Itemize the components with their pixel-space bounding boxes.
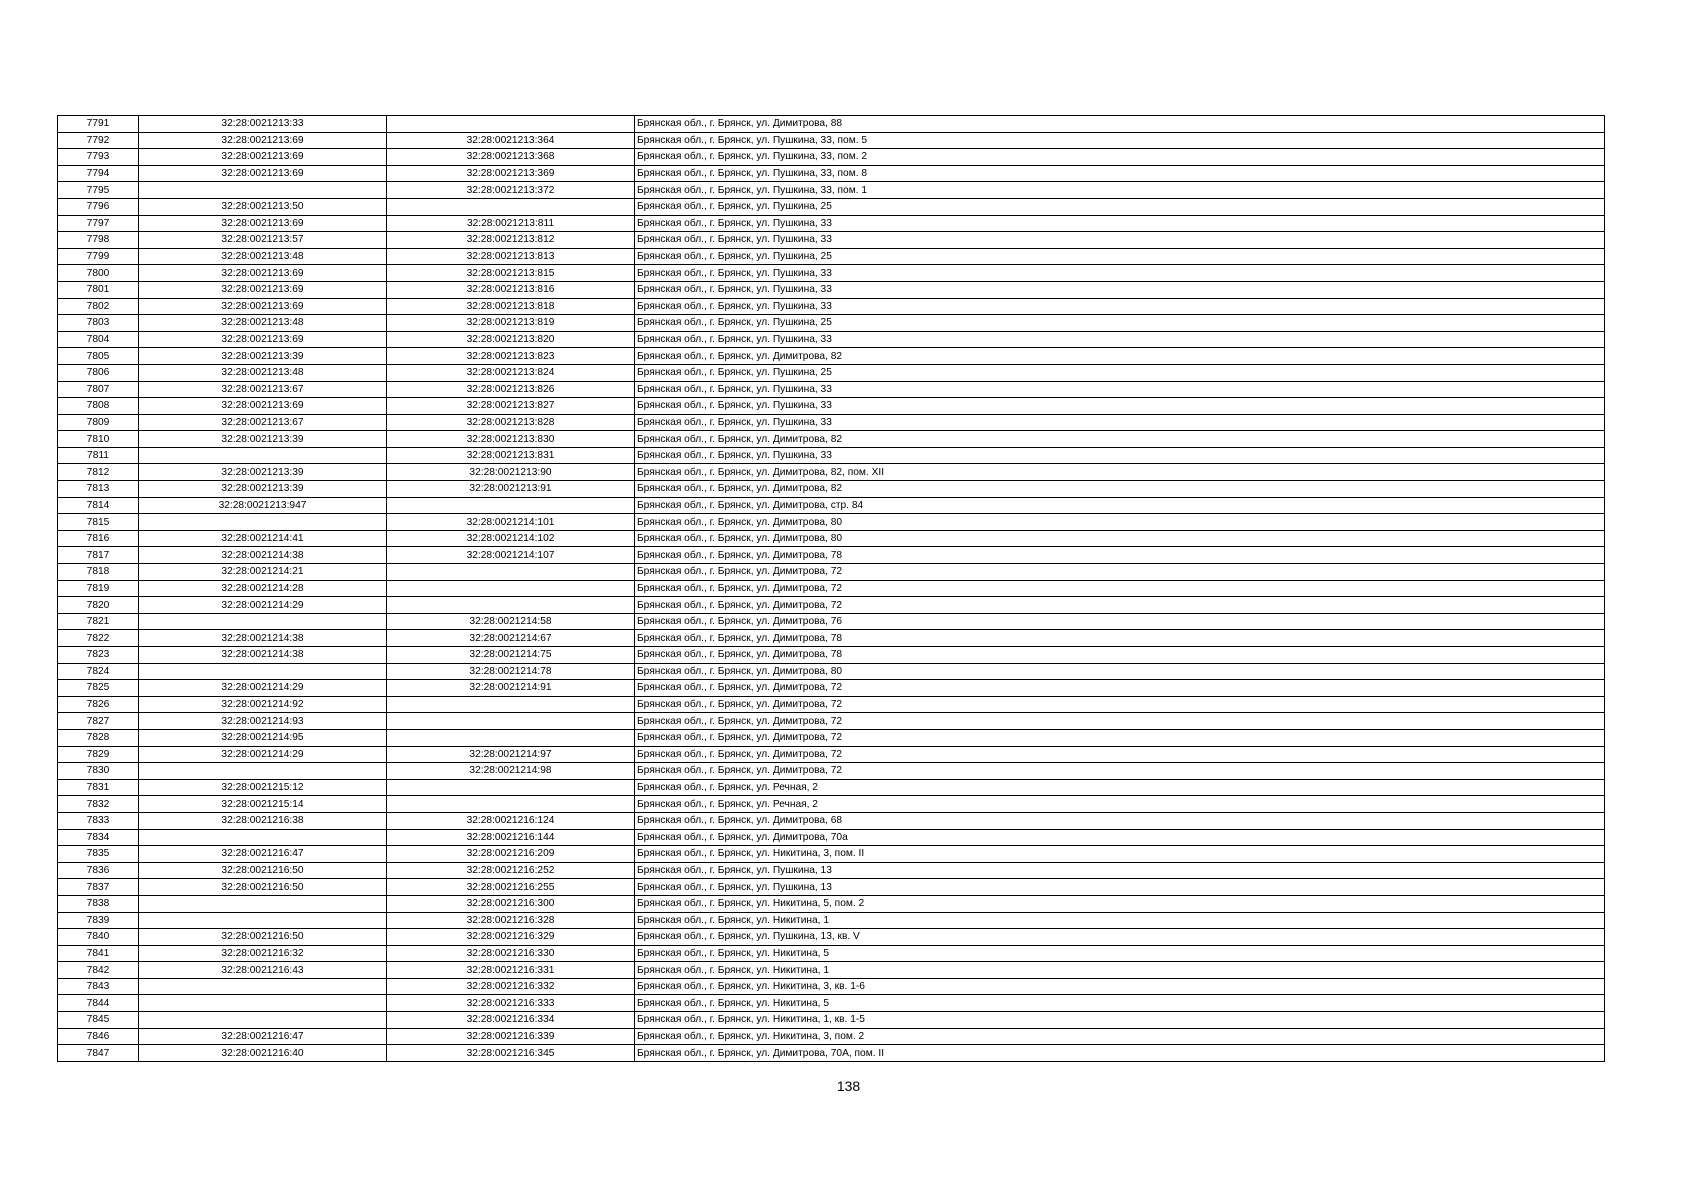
row-number-cell: 7804 <box>58 331 139 348</box>
address-cell: Брянская обл., г. Брянск, ул. Димитрова, 78 <box>635 647 1605 664</box>
row-number-cell: 7835 <box>58 846 139 863</box>
table-row <box>58 647 1605 664</box>
table-row <box>58 696 1605 713</box>
address-cell: Брянская обл., г. Брянск, ул. Димитрова, стр. 84 <box>635 497 1605 514</box>
table-row <box>58 1028 1605 1045</box>
address-cell: Брянская обл., г. Брянск, ул. Пушкина, 33 <box>635 331 1605 348</box>
row-number-cell: 7836 <box>58 862 139 879</box>
address-cell: Брянская обл., г. Брянск, ул. Димитрова, 88 <box>635 116 1605 133</box>
table-row <box>58 265 1605 282</box>
address-cell: Брянская обл., г. Брянск, ул. Никитина, 1, кв. 1-5 <box>635 1012 1605 1029</box>
address-cell: Брянская обл., г. Брянск, ул. Пушкина, 33, пом. 1 <box>635 182 1605 199</box>
table-row <box>58 663 1605 680</box>
row-number-cell: 7821 <box>58 613 139 630</box>
row-number-cell: 7811 <box>58 447 139 464</box>
row-number-cell: 7831 <box>58 779 139 796</box>
address-cell: Брянская обл., г. Брянск, ул. Никитина, 5 <box>635 945 1605 962</box>
table-row <box>58 381 1605 398</box>
page-number: 138 <box>836 1078 861 1094</box>
table-row <box>58 746 1605 763</box>
table-row <box>58 547 1605 564</box>
table-row <box>58 398 1605 415</box>
parcel-number-cell: 32:28:0021216:50 <box>139 862 387 879</box>
object-number-cell <box>387 580 635 597</box>
row-number-cell: 7792 <box>58 132 139 149</box>
object-number-cell: 32:28:0021213:830 <box>387 431 635 448</box>
parcel-number-cell: 32:28:0021213:50 <box>139 198 387 215</box>
table-row <box>58 945 1605 962</box>
parcel-number-cell <box>139 829 387 846</box>
object-number-cell <box>387 564 635 581</box>
table-row <box>58 248 1605 265</box>
records-table-body <box>58 116 1605 1062</box>
table-row <box>58 962 1605 979</box>
object-number-cell: 32:28:0021213:813 <box>387 248 635 265</box>
row-number-cell: 7791 <box>58 116 139 133</box>
object-number-cell: 32:28:0021216:209 <box>387 846 635 863</box>
parcel-number-cell <box>139 514 387 531</box>
table-row <box>58 414 1605 431</box>
table-row <box>58 829 1605 846</box>
address-cell: Брянская обл., г. Брянск, ул. Димитрова, 70А, пом. II <box>635 1045 1605 1062</box>
object-number-cell: 32:28:0021216:255 <box>387 879 635 896</box>
address-cell: Брянская обл., г. Брянск, ул. Пушкина, 33, пом. 2 <box>635 149 1605 166</box>
object-number-cell: 32:28:0021213:91 <box>387 481 635 498</box>
table-row <box>58 149 1605 166</box>
address-cell: Брянская обл., г. Брянск, ул. Димитрова, 72 <box>635 597 1605 614</box>
address-cell: Брянская обл., г. Брянск, ул. Пушкина, 13, кв. V <box>635 929 1605 946</box>
parcel-number-cell: 32:28:0021213:39 <box>139 464 387 481</box>
row-number-cell: 7844 <box>58 995 139 1012</box>
object-number-cell: 32:28:0021216:332 <box>387 978 635 995</box>
parcel-number-cell: 32:28:0021213:69 <box>139 165 387 182</box>
object-number-cell: 32:28:0021213:827 <box>387 398 635 415</box>
address-cell: Брянская обл., г. Брянск, ул. Никитина, 5 <box>635 995 1605 1012</box>
table-row <box>58 978 1605 995</box>
table-row <box>58 1012 1605 1029</box>
object-number-cell <box>387 696 635 713</box>
object-number-cell: 32:28:0021214:67 <box>387 630 635 647</box>
address-cell: Брянская обл., г. Брянск, ул. Димитрова, 72 <box>635 580 1605 597</box>
address-cell: Брянская обл., г. Брянск, ул. Речная, 2 <box>635 779 1605 796</box>
table-row <box>58 315 1605 332</box>
parcel-number-cell: 32:28:0021214:92 <box>139 696 387 713</box>
object-number-cell: 32:28:0021216:144 <box>387 829 635 846</box>
parcel-number-cell <box>139 912 387 929</box>
row-number-cell: 7819 <box>58 580 139 597</box>
table-row <box>58 348 1605 365</box>
object-number-cell: 32:28:0021216:124 <box>387 812 635 829</box>
address-cell: Брянская обл., г. Брянск, ул. Пушкина, 33 <box>635 265 1605 282</box>
row-number-cell: 7823 <box>58 647 139 664</box>
parcel-number-cell: 32:28:0021215:14 <box>139 796 387 813</box>
parcel-number-cell: 32:28:0021213:69 <box>139 215 387 232</box>
object-number-cell <box>387 796 635 813</box>
object-number-cell: 32:28:0021214:78 <box>387 663 635 680</box>
table-row <box>58 929 1605 946</box>
table-row <box>58 481 1605 498</box>
parcel-number-cell: 32:28:0021216:50 <box>139 879 387 896</box>
row-number-cell: 7833 <box>58 812 139 829</box>
address-cell: Брянская обл., г. Брянск, ул. Димитрова, 78 <box>635 630 1605 647</box>
table-row <box>58 812 1605 829</box>
address-cell: Брянская обл., г. Брянск, ул. Димитрова, 72 <box>635 729 1605 746</box>
parcel-number-cell: 32:28:0021216:43 <box>139 962 387 979</box>
address-cell: Брянская обл., г. Брянск, ул. Никитина, 5, пом. 2 <box>635 895 1605 912</box>
address-cell: Брянская обл., г. Брянск, ул. Димитрова, 80 <box>635 514 1605 531</box>
object-number-cell <box>387 116 635 133</box>
parcel-number-cell: 32:28:0021214:38 <box>139 647 387 664</box>
parcel-number-cell: 32:28:0021213:67 <box>139 381 387 398</box>
row-number-cell: 7834 <box>58 829 139 846</box>
parcel-number-cell: 32:28:0021214:93 <box>139 713 387 730</box>
object-number-cell: 32:28:0021213:364 <box>387 132 635 149</box>
row-number-cell: 7832 <box>58 796 139 813</box>
table-row <box>58 564 1605 581</box>
address-cell: Брянская обл., г. Брянск, ул. Пушкина, 25 <box>635 364 1605 381</box>
address-cell: Брянская обл., г. Брянск, ул. Пушкина, 25 <box>635 248 1605 265</box>
table-row <box>58 846 1605 863</box>
address-cell: Брянская обл., г. Брянск, ул. Речная, 2 <box>635 796 1605 813</box>
row-number-cell: 7800 <box>58 265 139 282</box>
parcel-number-cell: 32:28:0021216:47 <box>139 846 387 863</box>
object-number-cell: 32:28:0021216:339 <box>387 1028 635 1045</box>
object-number-cell: 32:28:0021213:824 <box>387 364 635 381</box>
table-row <box>58 995 1605 1012</box>
parcel-number-cell: 32:28:0021213:69 <box>139 298 387 315</box>
table-row <box>58 862 1605 879</box>
row-number-cell: 7827 <box>58 713 139 730</box>
address-cell: Брянская обл., г. Брянск, ул. Пушкина, 25 <box>635 198 1605 215</box>
address-cell: Брянская обл., г. Брянск, ул. Никитина, 1 <box>635 962 1605 979</box>
address-cell: Брянская обл., г. Брянск, ул. Димитрова, 72 <box>635 564 1605 581</box>
row-number-cell: 7808 <box>58 398 139 415</box>
table-row <box>58 713 1605 730</box>
address-cell: Брянская обл., г. Брянск, ул. Никитина, 3, пом. 2 <box>635 1028 1605 1045</box>
table-row <box>58 597 1605 614</box>
object-number-cell: 32:28:0021214:98 <box>387 763 635 780</box>
object-number-cell: 32:28:0021213:372 <box>387 182 635 199</box>
row-number-cell: 7807 <box>58 381 139 398</box>
row-number-cell: 7797 <box>58 215 139 232</box>
parcel-number-cell: 32:28:0021214:28 <box>139 580 387 597</box>
object-number-cell: 32:28:0021216:331 <box>387 962 635 979</box>
row-number-cell: 7822 <box>58 630 139 647</box>
object-number-cell: 32:28:0021216:329 <box>387 929 635 946</box>
row-number-cell: 7826 <box>58 696 139 713</box>
parcel-number-cell: 32:28:0021213:67 <box>139 414 387 431</box>
parcel-number-cell: 32:28:0021213:69 <box>139 149 387 166</box>
table-row <box>58 680 1605 697</box>
table-row <box>58 497 1605 514</box>
parcel-number-cell <box>139 613 387 630</box>
object-number-cell: 32:28:0021216:328 <box>387 912 635 929</box>
address-cell: Брянская обл., г. Брянск, ул. Пушкина, 25 <box>635 315 1605 332</box>
table-row <box>58 331 1605 348</box>
row-number-cell: 7840 <box>58 929 139 946</box>
object-number-cell: 32:28:0021214:102 <box>387 530 635 547</box>
row-number-cell: 7810 <box>58 431 139 448</box>
address-cell: Брянская обл., г. Брянск, ул. Димитрова, 68 <box>635 812 1605 829</box>
parcel-number-cell: 32:28:0021213:69 <box>139 331 387 348</box>
address-cell: Брянская обл., г. Брянск, ул. Никитина, 3, кв. 1-6 <box>635 978 1605 995</box>
row-number-cell: 7847 <box>58 1045 139 1062</box>
object-number-cell: 32:28:0021213:823 <box>387 348 635 365</box>
row-number-cell: 7813 <box>58 481 139 498</box>
address-cell: Брянская обл., г. Брянск, ул. Пушкина, 33 <box>635 414 1605 431</box>
table-row <box>58 530 1605 547</box>
object-number-cell <box>387 198 635 215</box>
row-number-cell: 7809 <box>58 414 139 431</box>
parcel-number-cell: 32:28:0021216:50 <box>139 929 387 946</box>
address-cell: Брянская обл., г. Брянск, ул. Димитрова, 72 <box>635 680 1605 697</box>
parcel-number-cell: 32:28:0021213:39 <box>139 431 387 448</box>
table-row <box>58 431 1605 448</box>
table-row <box>58 514 1605 531</box>
row-number-cell: 7818 <box>58 564 139 581</box>
row-number-cell: 7817 <box>58 547 139 564</box>
row-number-cell: 7812 <box>58 464 139 481</box>
object-number-cell: 32:28:0021216:333 <box>387 995 635 1012</box>
parcel-number-cell: 32:28:0021214:38 <box>139 547 387 564</box>
records-table <box>57 115 1605 1062</box>
object-number-cell: 32:28:0021213:820 <box>387 331 635 348</box>
parcel-number-cell: 32:28:0021216:40 <box>139 1045 387 1062</box>
object-number-cell: 32:28:0021213:811 <box>387 215 635 232</box>
object-number-cell: 32:28:0021213:815 <box>387 265 635 282</box>
row-number-cell: 7825 <box>58 680 139 697</box>
table-row <box>58 895 1605 912</box>
row-number-cell: 7801 <box>58 281 139 298</box>
parcel-number-cell <box>139 182 387 199</box>
object-number-cell: 32:28:0021214:91 <box>387 680 635 697</box>
address-cell: Брянская обл., г. Брянск, ул. Димитрова, 78 <box>635 547 1605 564</box>
row-number-cell: 7803 <box>58 315 139 332</box>
parcel-number-cell <box>139 995 387 1012</box>
parcel-number-cell <box>139 447 387 464</box>
parcel-number-cell: 32:28:0021213:69 <box>139 398 387 415</box>
parcel-number-cell: 32:28:0021213:947 <box>139 497 387 514</box>
parcel-number-cell: 32:28:0021214:41 <box>139 530 387 547</box>
table-row <box>58 630 1605 647</box>
object-number-cell: 32:28:0021213:90 <box>387 464 635 481</box>
row-number-cell: 7846 <box>58 1028 139 1045</box>
parcel-number-cell: 32:28:0021213:69 <box>139 265 387 282</box>
table-row <box>58 912 1605 929</box>
row-number-cell: 7843 <box>58 978 139 995</box>
parcel-number-cell: 32:28:0021213:57 <box>139 232 387 249</box>
parcel-number-cell <box>139 978 387 995</box>
address-cell: Брянская обл., г. Брянск, ул. Димитрова, 80 <box>635 530 1605 547</box>
object-number-cell: 32:28:0021214:75 <box>387 647 635 664</box>
address-cell: Брянская обл., г. Брянск, ул. Пушкина, 33 <box>635 398 1605 415</box>
row-number-cell: 7796 <box>58 198 139 215</box>
table-row <box>58 763 1605 780</box>
table-row <box>58 779 1605 796</box>
parcel-number-cell: 32:28:0021216:38 <box>139 812 387 829</box>
address-cell: Брянская обл., г. Брянск, ул. Димитрова, 82, пом. XII <box>635 464 1605 481</box>
address-cell: Брянская обл., г. Брянск, ул. Никитина, 3, пом. II <box>635 846 1605 863</box>
address-cell: Брянская обл., г. Брянск, ул. Пушкина, 33 <box>635 215 1605 232</box>
row-number-cell: 7814 <box>58 497 139 514</box>
address-cell: Брянская обл., г. Брянск, ул. Пушкина, 33 <box>635 447 1605 464</box>
parcel-number-cell <box>139 895 387 912</box>
address-cell: Брянская обл., г. Брянск, ул. Пушкина, 33 <box>635 381 1605 398</box>
row-number-cell: 7793 <box>58 149 139 166</box>
parcel-number-cell: 32:28:0021214:95 <box>139 729 387 746</box>
parcel-number-cell: 32:28:0021213:39 <box>139 348 387 365</box>
row-number-cell: 7805 <box>58 348 139 365</box>
object-number-cell: 32:28:0021213:812 <box>387 232 635 249</box>
table-row <box>58 165 1605 182</box>
object-number-cell: 32:28:0021214:107 <box>387 547 635 564</box>
address-cell: Брянская обл., г. Брянск, ул. Пушкина, 33 <box>635 281 1605 298</box>
row-number-cell: 7794 <box>58 165 139 182</box>
object-number-cell: 32:28:0021213:826 <box>387 381 635 398</box>
table-row <box>58 364 1605 381</box>
parcel-number-cell: 32:28:0021213:69 <box>139 281 387 298</box>
object-number-cell: 32:28:0021216:345 <box>387 1045 635 1062</box>
parcel-number-cell <box>139 763 387 780</box>
parcel-number-cell: 32:28:0021214:29 <box>139 680 387 697</box>
row-number-cell: 7815 <box>58 514 139 531</box>
address-cell: Брянская обл., г. Брянск, ул. Димитрова, 70а <box>635 829 1605 846</box>
table-row <box>58 464 1605 481</box>
object-number-cell: 32:28:0021214:101 <box>387 514 635 531</box>
address-cell: Брянская обл., г. Брянск, ул. Пушкина, 33, пом. 8 <box>635 165 1605 182</box>
address-cell: Брянская обл., г. Брянск, ул. Пушкина, 13 <box>635 879 1605 896</box>
object-number-cell <box>387 497 635 514</box>
address-cell: Брянская обл., г. Брянск, ул. Димитрова, 76 <box>635 613 1605 630</box>
parcel-number-cell: 32:28:0021215:12 <box>139 779 387 796</box>
parcel-number-cell: 32:28:0021214:21 <box>139 564 387 581</box>
table-row <box>58 298 1605 315</box>
table-row <box>58 232 1605 249</box>
row-number-cell: 7802 <box>58 298 139 315</box>
table-row <box>58 132 1605 149</box>
table-row <box>58 447 1605 464</box>
object-number-cell: 32:28:0021214:97 <box>387 746 635 763</box>
table-row <box>58 613 1605 630</box>
row-number-cell: 7845 <box>58 1012 139 1029</box>
table-row <box>58 1045 1605 1062</box>
table-row <box>58 879 1605 896</box>
row-number-cell: 7842 <box>58 962 139 979</box>
object-number-cell: 32:28:0021213:819 <box>387 315 635 332</box>
address-cell: Брянская обл., г. Брянск, ул. Пушкина, 33 <box>635 232 1605 249</box>
parcel-number-cell: 32:28:0021213:48 <box>139 315 387 332</box>
object-number-cell: 32:28:0021213:818 <box>387 298 635 315</box>
address-cell: Брянская обл., г. Брянск, ул. Димитрова, 72 <box>635 696 1605 713</box>
object-number-cell: 32:28:0021213:369 <box>387 165 635 182</box>
parcel-number-cell: 32:28:0021214:29 <box>139 746 387 763</box>
parcel-number-cell: 32:28:0021214:38 <box>139 630 387 647</box>
row-number-cell: 7799 <box>58 248 139 265</box>
object-number-cell <box>387 713 635 730</box>
row-number-cell: 7806 <box>58 364 139 381</box>
table-row <box>58 198 1605 215</box>
table-row <box>58 182 1605 199</box>
table-row <box>58 729 1605 746</box>
row-number-cell: 7795 <box>58 182 139 199</box>
object-number-cell: 32:28:0021216:252 <box>387 862 635 879</box>
address-cell: Брянская обл., г. Брянск, ул. Димитрова, 72 <box>635 713 1605 730</box>
row-number-cell: 7830 <box>58 763 139 780</box>
row-number-cell: 7824 <box>58 663 139 680</box>
address-cell: Брянская обл., г. Брянск, ул. Никитина, 1 <box>635 912 1605 929</box>
parcel-number-cell: 32:28:0021213:69 <box>139 132 387 149</box>
parcel-number-cell: 32:28:0021213:33 <box>139 116 387 133</box>
row-number-cell: 7839 <box>58 912 139 929</box>
address-cell: Брянская обл., г. Брянск, ул. Димитрова, 82 <box>635 348 1605 365</box>
row-number-cell: 7841 <box>58 945 139 962</box>
object-number-cell: 32:28:0021214:58 <box>387 613 635 630</box>
parcel-number-cell <box>139 1012 387 1029</box>
row-number-cell: 7828 <box>58 729 139 746</box>
object-number-cell: 32:28:0021216:300 <box>387 895 635 912</box>
row-number-cell: 7798 <box>58 232 139 249</box>
parcel-number-cell: 32:28:0021213:48 <box>139 248 387 265</box>
row-number-cell: 7816 <box>58 530 139 547</box>
parcel-number-cell: 32:28:0021213:39 <box>139 481 387 498</box>
parcel-number-cell: 32:28:0021216:32 <box>139 945 387 962</box>
row-number-cell: 7838 <box>58 895 139 912</box>
table-row <box>58 580 1605 597</box>
object-number-cell: 32:28:0021213:816 <box>387 281 635 298</box>
object-number-cell: 32:28:0021213:368 <box>387 149 635 166</box>
object-number-cell: 32:28:0021216:334 <box>387 1012 635 1029</box>
parcel-number-cell: 32:28:0021214:29 <box>139 597 387 614</box>
row-number-cell: 7837 <box>58 879 139 896</box>
address-cell: Брянская обл., г. Брянск, ул. Димитрова, 72 <box>635 746 1605 763</box>
table-row <box>58 796 1605 813</box>
object-number-cell: 32:28:0021213:831 <box>387 447 635 464</box>
object-number-cell <box>387 597 635 614</box>
table-row <box>58 215 1605 232</box>
parcel-number-cell <box>139 663 387 680</box>
parcel-number-cell: 32:28:0021213:48 <box>139 364 387 381</box>
address-cell: Брянская обл., г. Брянск, ул. Димитрова, 82 <box>635 431 1605 448</box>
table-row <box>58 116 1605 133</box>
object-number-cell <box>387 729 635 746</box>
address-cell: Брянская обл., г. Брянск, ул. Димитрова, 82 <box>635 481 1605 498</box>
object-number-cell: 32:28:0021216:330 <box>387 945 635 962</box>
row-number-cell: 7829 <box>58 746 139 763</box>
object-number-cell <box>387 779 635 796</box>
table-row <box>58 281 1605 298</box>
row-number-cell: 7820 <box>58 597 139 614</box>
parcel-number-cell: 32:28:0021216:47 <box>139 1028 387 1045</box>
address-cell: Брянская обл., г. Брянск, ул. Пушкина, 33, пом. 5 <box>635 132 1605 149</box>
address-cell: Брянская обл., г. Брянск, ул. Димитрова, 72 <box>635 763 1605 780</box>
object-number-cell: 32:28:0021213:828 <box>387 414 635 431</box>
address-cell: Брянская обл., г. Брянск, ул. Пушкина, 33 <box>635 298 1605 315</box>
address-cell: Брянская обл., г. Брянск, ул. Димитрова, 80 <box>635 663 1605 680</box>
address-cell: Брянская обл., г. Брянск, ул. Пушкина, 13 <box>635 862 1605 879</box>
